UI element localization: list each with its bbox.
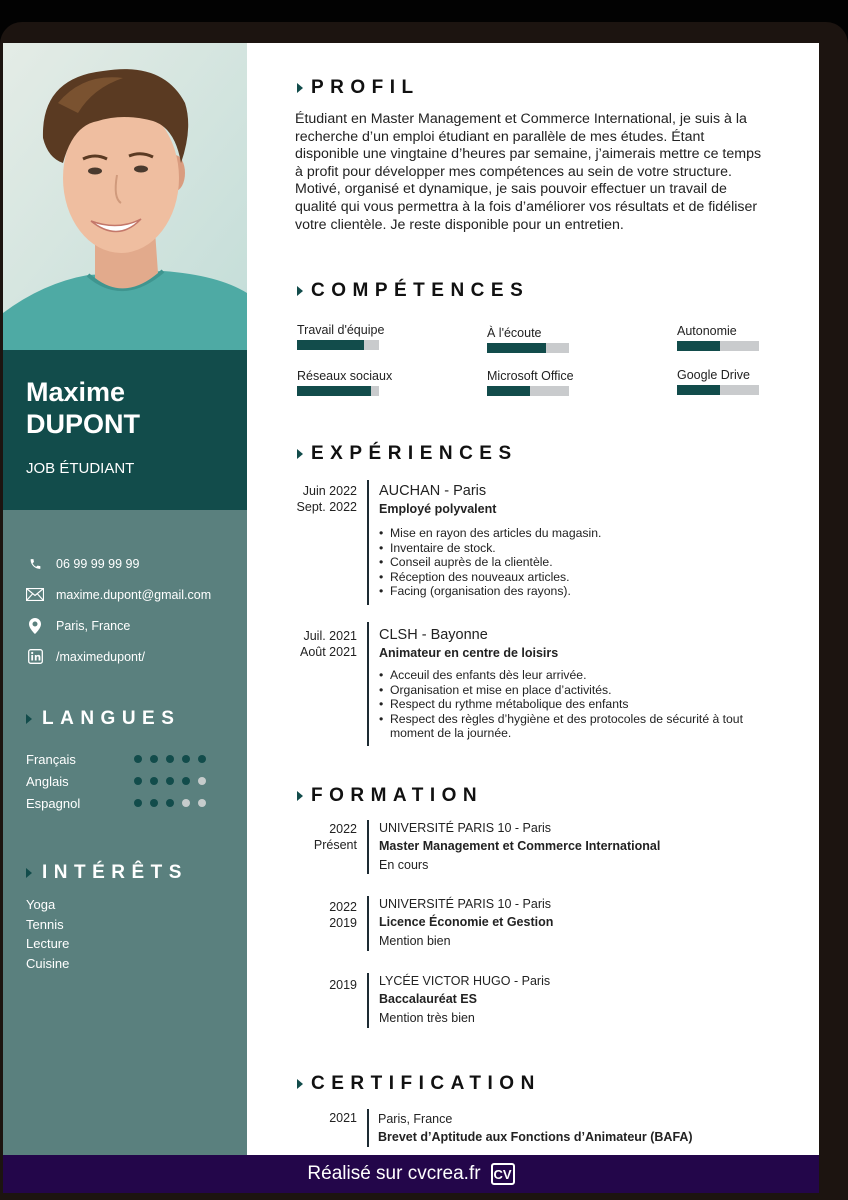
- certification-name: Brevet d’Aptitude aux Fonctions d’Animateur (BAFA): [378, 1130, 693, 1144]
- task-item: • Respect des règles d’hygiène et des protocoles de sécurité à tout moment de la journée.: [379, 712, 779, 741]
- timeline-divider: [367, 480, 369, 605]
- level-dot-filled-icon: [134, 755, 142, 763]
- portrait-illustration: [3, 43, 247, 350]
- level-dot-filled-icon: [166, 755, 174, 763]
- experience-item: [247, 622, 819, 746]
- first-name: Maxime: [26, 377, 126, 407]
- education-dates: 2022 2019: [329, 900, 357, 930]
- triangle-bullet-icon: [297, 791, 303, 801]
- triangle-bullet-icon: [26, 714, 32, 724]
- language-name: Français: [26, 751, 76, 767]
- language-level-dots: [134, 777, 206, 785]
- skill-label: Google Drive: [677, 368, 750, 382]
- last-name: DUPONT: [26, 409, 140, 439]
- skill-label: Microsoft Office: [487, 369, 574, 383]
- envelope-icon: [26, 586, 44, 604]
- level-dot-filled-icon: [182, 777, 190, 785]
- skill-item: [297, 369, 393, 396]
- experience-item: [247, 480, 819, 605]
- experience-tasks: [379, 668, 779, 741]
- contact-email[interactable]: [26, 579, 236, 610]
- name-block: [3, 350, 247, 510]
- task-item: • Facing (organisation des rayons).: [379, 584, 779, 599]
- education-content: [379, 973, 779, 1028]
- education-school: UNIVERSITÉ PARIS 10 - Paris: [379, 897, 552, 911]
- education-note: En cours: [379, 858, 429, 872]
- skill-bar: [487, 386, 569, 396]
- task-item: • Organisation et mise en place d’activités.: [379, 683, 779, 698]
- skill-bar-fill: [677, 341, 720, 351]
- skills-heading: COMPÉTENCES: [297, 280, 529, 302]
- language-level-dots: [134, 755, 206, 763]
- level-dot-filled-icon: [150, 799, 158, 807]
- interest-item: Lecture: [26, 936, 70, 951]
- level-dot-filled-icon: [150, 755, 158, 763]
- task-item: • Respect du rythme métabolique des enfants: [379, 697, 779, 712]
- education-school: LYCÉE VICTOR HUGO - Paris: [379, 974, 551, 988]
- cv-page: [3, 43, 819, 1155]
- contact-email-text[interactable]: maxime.dupont@gmail.com: [56, 587, 212, 602]
- language-name: Espagnol: [26, 795, 81, 811]
- level-dot-filled-icon: [198, 755, 206, 763]
- phone-icon: [26, 555, 44, 573]
- sidebar: [3, 43, 247, 1155]
- skill-item: [297, 323, 387, 350]
- education-dates: 2022 Présent: [313, 822, 357, 852]
- experience-content: [379, 626, 779, 741]
- cvcrea-logo-icon: CV: [491, 1163, 515, 1185]
- education-content: [379, 820, 779, 875]
- language-level-dots: [134, 799, 206, 807]
- timeline-divider: [367, 973, 369, 1028]
- main-content: [247, 43, 819, 1155]
- job-title: JOB ÉTUDIANT: [26, 460, 135, 477]
- languages-list: [26, 748, 226, 814]
- profile-heading: PROFIL: [297, 77, 420, 99]
- level-dot-empty-icon: [182, 799, 190, 807]
- location-pin-icon: [26, 617, 44, 635]
- skill-item: [677, 368, 767, 395]
- skill-bar: [297, 340, 379, 350]
- experience-role: Employé polyvalent: [379, 502, 497, 516]
- education-dates: 2019: [329, 978, 357, 992]
- interest-item: Yoga: [26, 897, 56, 912]
- education-degree: Master Management et Commerce International: [379, 839, 661, 853]
- profile-photo: [3, 43, 247, 350]
- education-note: Mention très bien: [379, 1011, 475, 1025]
- task-item: • Acceuil des enfants dès leur arrivée.: [379, 668, 779, 683]
- triangle-bullet-icon: [297, 449, 303, 459]
- skill-item: [677, 324, 767, 351]
- certification-content: [378, 1111, 798, 1146]
- education-note: Mention bien: [379, 934, 451, 948]
- education-item: [247, 896, 819, 951]
- contact-linkedin-text[interactable]: /maximedupont/: [56, 649, 145, 664]
- education-heading: FORMATION: [297, 785, 483, 807]
- experience-dates: Juil. 2021 Août 2021: [300, 629, 357, 659]
- task-item: • Inventaire de stock.: [379, 541, 779, 556]
- skill-bar-fill: [297, 340, 364, 350]
- skill-label: À l'écoute: [487, 326, 542, 340]
- skill-bar: [677, 385, 759, 395]
- interests-heading: INTÉRÊTS: [26, 862, 188, 884]
- level-dot-empty-icon: [198, 799, 206, 807]
- language-item: [26, 770, 226, 792]
- skill-bar-fill: [297, 386, 371, 396]
- certification-date: 2021: [329, 1111, 357, 1125]
- education-item: [247, 820, 819, 874]
- footer-text[interactable]: Réalisé sur cvcrea.fr: [307, 1163, 481, 1184]
- skill-label: Travail d'équipe: [297, 323, 385, 337]
- experience-tasks: [379, 526, 779, 599]
- experience-role: Animateur en centre de loisirs: [379, 646, 559, 660]
- timeline-divider: [367, 622, 369, 746]
- task-item: • Réception des nouveaux articles.: [379, 570, 779, 585]
- certification-item: [247, 1109, 819, 1147]
- level-dot-filled-icon: [166, 777, 174, 785]
- language-item: [26, 792, 226, 814]
- language-name: Anglais: [26, 773, 69, 789]
- experience-org: AUCHAN - Paris: [379, 483, 487, 499]
- skill-label: Autonomie: [677, 324, 737, 338]
- education-item: [247, 973, 819, 1028]
- skill-bar: [487, 343, 569, 353]
- interest-item: Cuisine: [26, 955, 70, 971]
- contact-phone-text: 06 99 99 99 99: [56, 556, 140, 571]
- contact-location-text: Paris, France: [56, 618, 131, 633]
- skill-bar: [297, 386, 379, 396]
- language-item: [26, 748, 226, 770]
- footer-banner[interactable]: [3, 1155, 819, 1193]
- timeline-divider: [367, 1109, 369, 1147]
- skill-bar-fill: [677, 385, 720, 395]
- triangle-bullet-icon: [26, 868, 32, 878]
- triangle-bullet-icon: [297, 83, 303, 93]
- skill-bar-fill: [487, 343, 546, 353]
- level-dot-filled-icon: [166, 799, 174, 807]
- experiences-heading: EXPÉRIENCES: [297, 443, 518, 465]
- triangle-bullet-icon: [297, 1079, 303, 1089]
- level-dot-filled-icon: [150, 777, 158, 785]
- contact-location: [26, 610, 236, 641]
- interest-item: Tennis: [26, 916, 64, 932]
- task-item: • Mise en rayon des articles du magasin.: [379, 526, 779, 541]
- education-degree: Licence Économie et Gestion: [379, 915, 554, 929]
- level-dot-filled-icon: [134, 777, 142, 785]
- contact-linkedin[interactable]: [26, 641, 236, 672]
- certification-heading: CERTIFICATION: [297, 1073, 541, 1095]
- skill-bar-fill: [487, 386, 530, 396]
- timeline-divider: [367, 820, 369, 874]
- task-item: • Conseil auprès de la clientèle.: [379, 555, 779, 570]
- level-dot-filled-icon: [134, 799, 142, 807]
- experience-org: CLSH - Bayonne: [379, 627, 488, 643]
- profile-summary: Étudiant en Master Management et Commerce International, je suis à la recherche d’un emploi étudiant en parallèle de mes études. Étant disponible une vingtaine d’heures par semaine, j’aimerais mettre ce temps à profit pour développer mes compétences au sein de votre structure. Motivé, organisé et dynamique, je sais pouvoir effectuer un travail de qualité qui vous permettra à la fois d’améliorer vos résultats et de fidéliser votre clientèle. Je reste disponible pour un entretien.: [295, 111, 762, 233]
- interests-list: [26, 895, 69, 973]
- skill-item: [487, 326, 577, 353]
- experience-content: [379, 482, 779, 599]
- contact-phone: [26, 548, 236, 579]
- linkedin-icon: [26, 648, 44, 666]
- contact-list: [26, 548, 236, 672]
- certification-place: Paris, France: [378, 1112, 453, 1126]
- timeline-divider: [367, 896, 369, 951]
- education-school: UNIVERSITÉ PARIS 10 - Paris: [379, 821, 552, 835]
- education-degree: Baccalauréat ES: [379, 992, 477, 1006]
- triangle-bullet-icon: [297, 286, 303, 296]
- experience-dates: Juin 2022 Sept. 2022: [296, 484, 357, 514]
- education-content: [379, 896, 779, 951]
- skill-bar: [677, 341, 759, 351]
- skill-item: [487, 369, 577, 396]
- level-dot-empty-icon: [198, 777, 206, 785]
- languages-heading: LANGUES: [26, 708, 180, 730]
- level-dot-filled-icon: [182, 755, 190, 763]
- skill-label: Réseaux sociaux: [297, 369, 393, 383]
